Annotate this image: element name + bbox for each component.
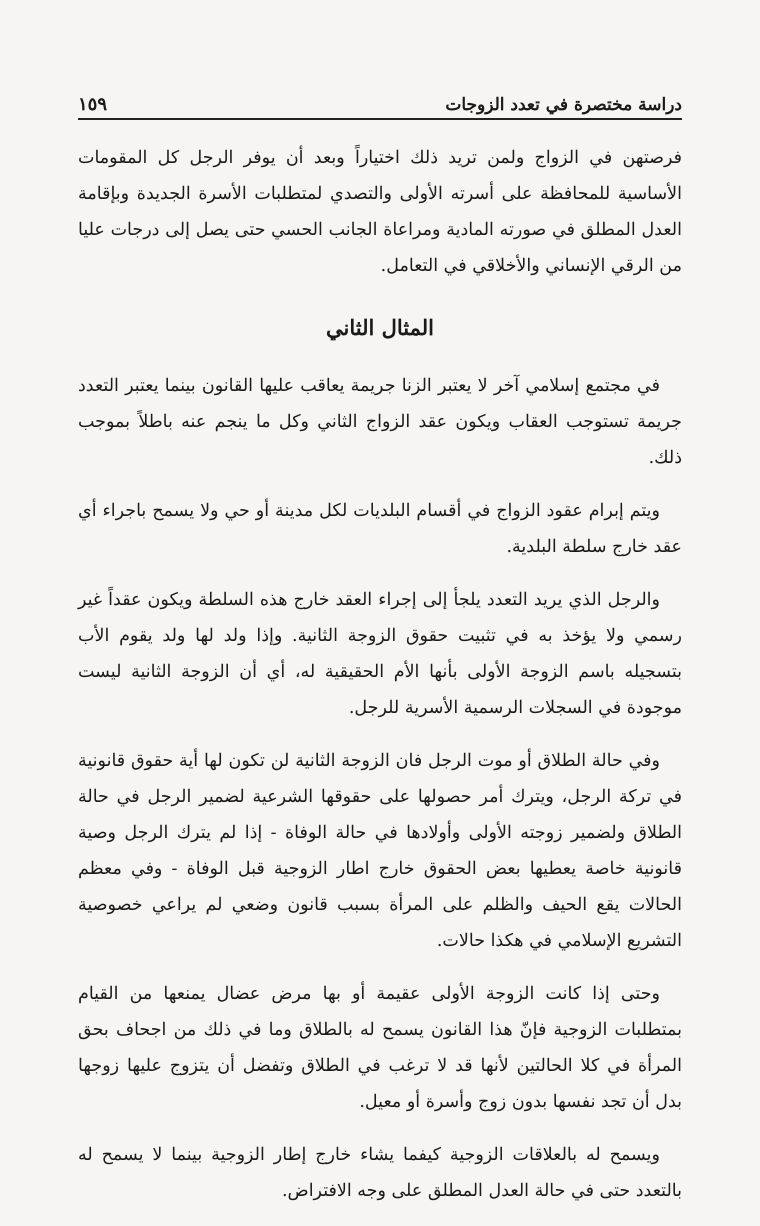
body-paragraph-4: وفي حالة الطلاق أو موت الرجل فان الزوجة الثانية لن تكون لها أية حقوق قانونية في تركة الرجل، ويترك أمر حصولها على حقوقها الشرعية لضمير الرجل في حالة الطلاق ولضمير زوجته الأولى وأولادها في حالة الوفاة - إذا لم يترك الرجل وصية قانونية خاصة يعطيها بعض الحقوق خارج اطار الزوجية قبل الوفاة - وفي معظم الحالات يقع الحيف والظلم على المرأة بسبب قانون وضعي لم يراعي خصوصية التشريع الإسلامي في هكذا حالات. [78, 751, 682, 951]
page-body [78, 140, 682, 1226]
body-paragraph-3: والرجل الذي يريد التعدد يلجأ إلى إجراء العقد خارج هذه السلطة ويكون عقداً غير رسمي ولا يؤخذ به في تثبيت حقوق الزوجة الثانية. وإذا ولد لها ولد يقوم الأب بتسجيله باسم الزوجة الأولى بأنها الأم الحقيقية له، أي أن الزوجة الثانية ليست موجودة في السجلات الرسمية الأسرية للرجل. [78, 590, 682, 718]
section-heading: المثال الثاني [326, 315, 434, 340]
body-paragraph-5: وحتى إذا كانت الزوجة الأولى عقيمة أو بها مرض عضال يمنعها من القيام بمتطلبات الزوجية فإنّ هذا القانون يسمح له بالطلاق وما في ذلك من اجحاف بحق المرأة في كلا الحالتين لأنها قد لا ترغب في الطلاق وتفضل أن يتزوج عليها زوجها بدل أن تجد نفسها بدون زوج وأسرة أو معيل. [78, 984, 682, 1112]
page-header [78, 84, 682, 120]
page-number: ١٥٩ [78, 94, 108, 115]
body-paragraph-2: ويتم إبرام عقود الزواج في أقسام البلديات لكل مدينة أو حي ولا يسمح باجراء أي عقد خارج سلطة البلدية. [78, 501, 682, 557]
body-paragraph-6: ويسمح له بالعلاقات الزوجية كيفما يشاء خارج إطار الزوجية بينما لا يسمح له بالتعدد حتى في حالة العدل المطلق على وجه الافتراض. [78, 1145, 682, 1201]
running-title: دراسة مختصرة في تعدد الزوجات [445, 95, 682, 115]
body-paragraph-1: في مجتمع إسلامي آخر لا يعتبر الزنا جريمة يعاقب عليها القانون بينما يعتبر التعدد جريمة تستوجب العقاب ويكون عقد الزواج الثاني وكل ما ينجم عنه باطلاً بموجب ذلك. [78, 376, 682, 468]
intro-paragraph: فرصتهن في الزواج ولمن تريد ذلك اختياراً وبعد أن يوفر الرجل كل المقومات الأساسية للمحافظة على أسرته الأولى والتصدي لمتطلبات الأسرة الجديدة وبإقامة العدل المطلق في صورته المادية ومراعاة الجانب الحسي حتى يصل إلى درجات عليا من الرقي الإنساني والأخلاقي في التعامل. [78, 148, 682, 276]
